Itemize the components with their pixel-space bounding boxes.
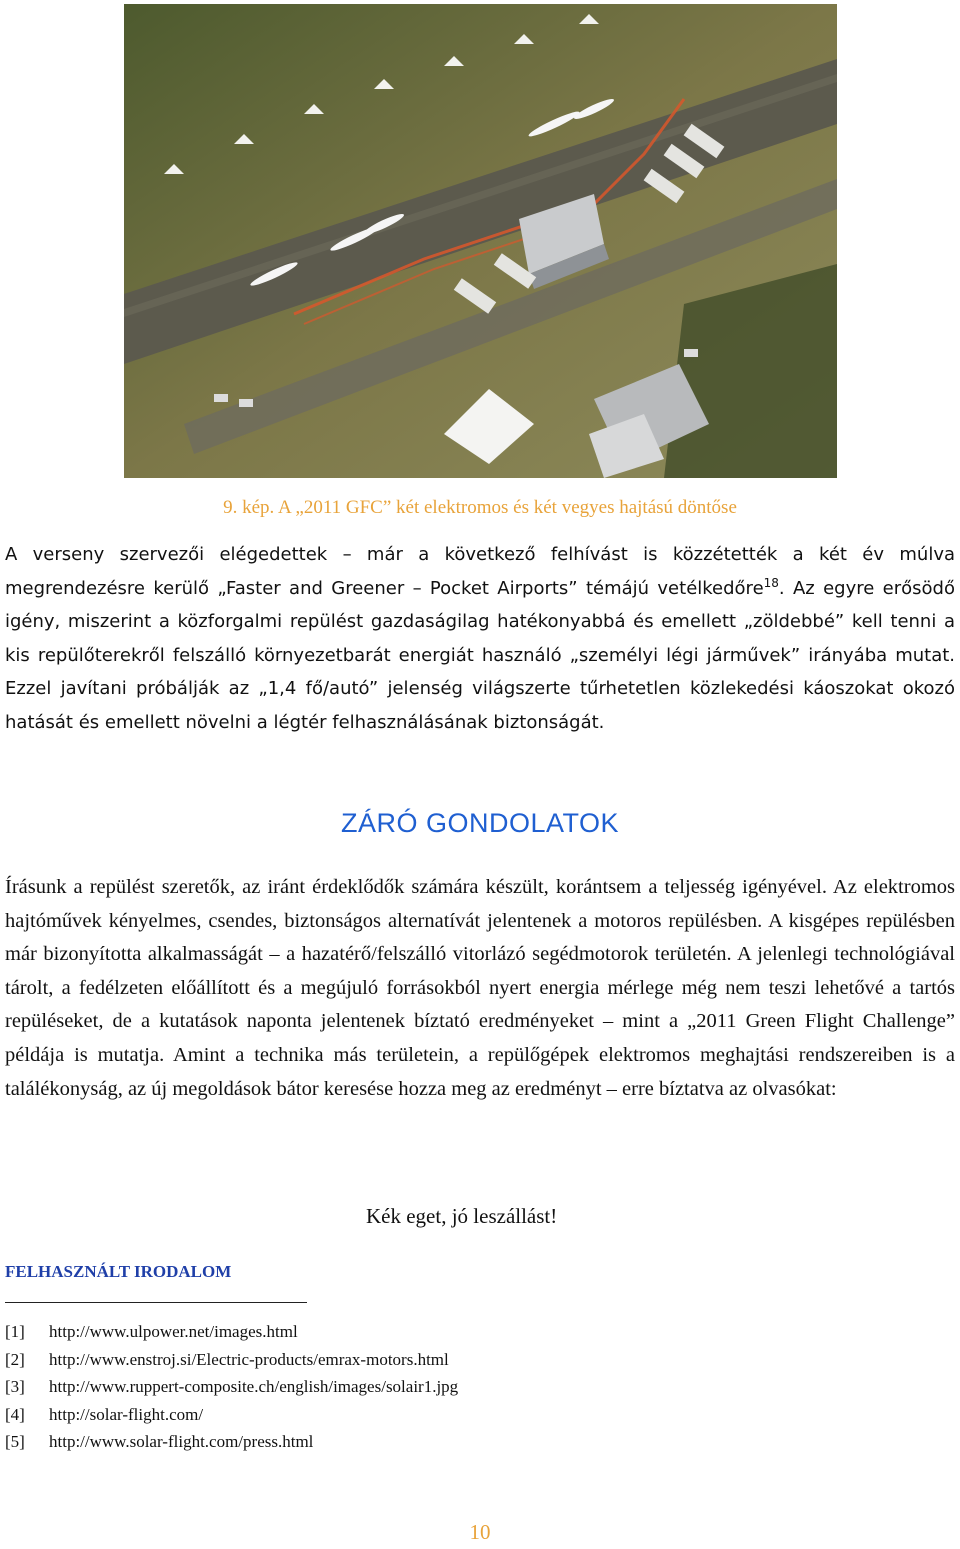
aerial-airfield-photo [124, 4, 837, 478]
reference-item [5, 1401, 458, 1429]
aerial-photo-illustration [124, 4, 837, 478]
reference-item [5, 1428, 458, 1456]
reference-number: [3] [5, 1377, 25, 1396]
reference-number: [5] [5, 1432, 25, 1451]
reference-number: [1] [5, 1322, 25, 1341]
paragraph-competition-text-2: . Az egyre erősödő igény, miszerint a közforgalmi repülést gazdaságilag hatékonyabbá és emellett „zöldebbé” kell tenni a kis repülőterekről felszálló környezetbarát energiát használó „személyi légi járművek” irányába mutat. Ezzel javítani próbálják az „1,4 fő/autó” jelenség világszerte tűrhetetlen közlekedési káoszokat okozó hatását és emellett növelni a légtér felhasználásának biztonságát. [5, 577, 955, 733]
section-heading: ZÁRÓ GONDOLATOK [340, 808, 620, 838]
paragraph-competition-text-1: A verseny szervezői elégedettek – már a következő felhívást is közzétették a két év múlva megrendezésre kerülő „Faster and Greener – Pocket Airports” témájú vetélkedőre [5, 544, 955, 599]
closing-line: Kék eget, jó leszállást! [366, 1204, 558, 1228]
reference-item [5, 1373, 458, 1401]
references-title: FELHASZNÁLT IRODALOM [5, 1262, 232, 1281]
figure-caption: 9. kép. A „2011 GFC” két elektromos és két vegyes hajtású döntőse [223, 497, 737, 518]
paragraph-competition [5, 538, 955, 739]
page-number: 10 [469, 1520, 491, 1544]
references-list [5, 1318, 458, 1456]
reference-link[interactable]: http://www.ruppert-composite.ch/english/images/solair1.jpg [49, 1377, 459, 1396]
reference-number: [4] [5, 1404, 25, 1424]
paragraph-closing-thoughts: Írásunk a repülést szeretők, az iránt érdeklődők számára készült, korántsem a teljesség igényével. Az elektromos hajtóművek kényelmes, csendes, biztonságos alternatívát jelentenek a motoros repülésben. A kisgépes repülésben már bizonyította alkalmasságát – a hazatérő/felszálló vitorlázó segédmotorok területén. A jelenlegi technológiával tárolt, a fedélzeten előállított és a megújuló forrásokból nyert energia mérlege még nem teszi lehetővé a tartós repüléseket, de a kutatások naponta jelentenek bíztató eredményeket – mint a „2011 Green Flight Challenge” példája is mutatja. Amint a technika más területein, a repülőgépek elektromos meghajtási rendszereiben is a találékonyság, az új megoldások bátor keresése hozza meg az eredményt – erre bíztatva az olvasókat: [5, 876, 955, 1100]
reference-item [5, 1318, 458, 1346]
reference-item [5, 1346, 458, 1374]
footnote-ref-18[interactable]: 18 [763, 575, 779, 590]
reference-link[interactable]: http://www.ulpower.net/images.html [49, 1322, 298, 1341]
reference-link[interactable]: http://www.solar-flight.com/press.html [49, 1432, 314, 1451]
footnote-divider [5, 1302, 307, 1303]
reference-link[interactable]: http://solar-flight.com/ [49, 1404, 204, 1424]
reference-number: [2] [5, 1349, 25, 1369]
reference-link[interactable]: http://www.enstroj.si/Electric-products/emrax-motors.html [49, 1349, 449, 1369]
